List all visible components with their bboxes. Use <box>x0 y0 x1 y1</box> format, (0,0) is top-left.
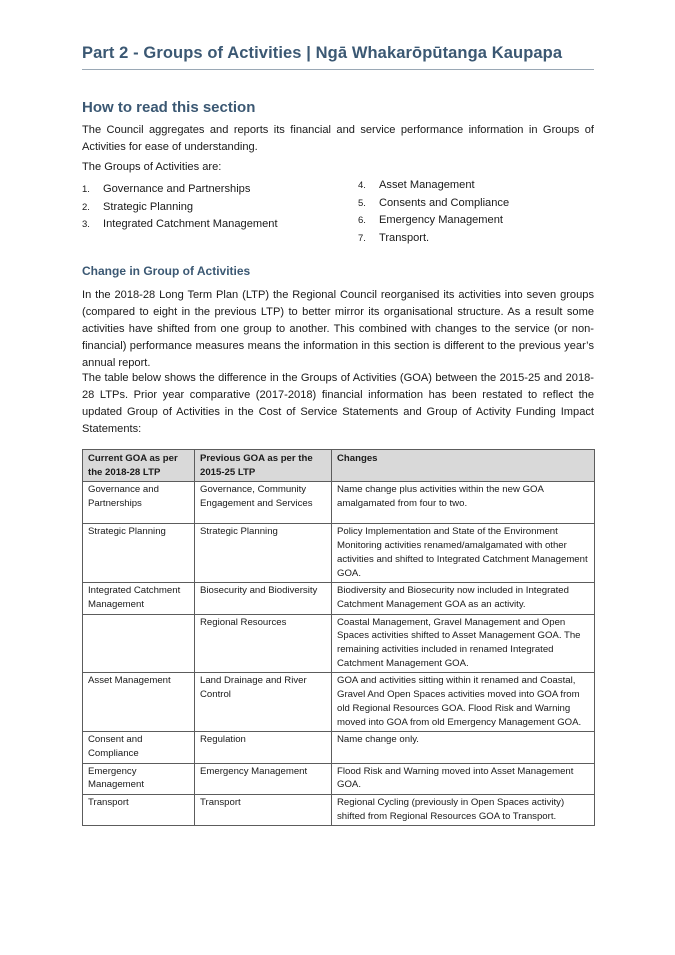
table-cell: Strategic Planning <box>83 524 195 583</box>
table-row <box>83 614 595 673</box>
table-header-row <box>83 450 595 482</box>
table-cell: Transport <box>83 795 195 826</box>
list-item: 3. Integrated Catchment Management <box>82 218 278 231</box>
groups-list-right <box>358 177 509 247</box>
list-item: 6. Emergency Management <box>358 214 503 227</box>
table-cell: Consent and Compliance <box>83 732 195 763</box>
table-cell: Regional Resources <box>195 614 332 673</box>
list-item: 2. Strategic Planning <box>82 200 194 213</box>
table-cell: Emergency Management <box>83 763 195 794</box>
table-cell: Policy Implementation and State of the Environment Monitoring activities renamed/amalgamated with other activities and shifted to Integrated Catchment Management GOA. <box>332 524 595 583</box>
intro-paragraph: The Council aggregates and reports its financial and service performance information in Groups of Activities for ease of understanding. <box>82 124 594 153</box>
goa-comparison-table <box>82 449 595 826</box>
list-item: 4. Asset Management <box>358 179 475 191</box>
table-cell: Coastal Management, Gravel Management and Open Spaces activities shifted to Asset Management GOA. The remaining activities included in renamed Integrated Catchment Management GOA. <box>332 614 595 673</box>
subsection-heading: Change in Group of Activities <box>82 264 251 278</box>
table-cell: Transport <box>195 795 332 826</box>
table-cell: Governance and Partnerships <box>83 482 195 524</box>
table-row <box>83 763 595 794</box>
table-cell: Name change only. <box>332 732 595 763</box>
change-paragraph-2: The table below shows the difference in the Groups of Activities (GOA) between the 2015-25 and 2018-28 LTPs. Prior year comparative (2017-2018) financial information has been restated to reflect the updated Group of Activities in the Cost of Service Statements and Group of Activity Funding Impact Statements: <box>82 372 594 435</box>
table-cell: Name change plus activities within the new GOA amalgamated from four to two. <box>332 482 595 524</box>
table-cell: Regulation <box>195 732 332 763</box>
table-row <box>83 732 595 763</box>
groups-list-left <box>82 181 278 234</box>
section-heading: How to read this section <box>82 99 256 116</box>
table-cell: Integrated Catchment Management <box>83 583 195 614</box>
table-cell: Land Drainage and River Control <box>195 673 332 732</box>
change-paragraph-1: In the 2018-28 Long Term Plan (LTP) the Regional Council reorganised its activities into seven groups (compared to eight in the previous LTP) to better mirror its organisational structure. As a result some activities have shifted from one group to another. This combined with changes to the service (or non-financial) performance measures means the information in this section is different to the previous year’s annual report. <box>82 289 594 369</box>
list-item: 7. Transport. <box>358 231 430 244</box>
title-divider <box>82 69 594 70</box>
table-row <box>83 583 595 614</box>
table-cell: Biosecurity and Biodiversity <box>195 583 332 614</box>
list-item: 5. Consents and Compliance <box>358 196 510 209</box>
table-row <box>83 524 595 583</box>
column-header-previous: Previous GOA as per the 2015-25 LTP <box>195 450 332 482</box>
list-item: 1. Governance and Partnerships <box>82 183 251 195</box>
table-cell: Flood Risk and Warning moved into Asset Management GOA. <box>332 763 595 794</box>
table-row <box>83 482 595 524</box>
column-header-changes: Changes <box>332 450 595 482</box>
table-cell: Governance, Community Engagement and Services <box>195 482 332 524</box>
table-cell: Regional Cycling (previously in Open Spaces activity) shifted from Regional Resources GOA to Transport. <box>332 795 595 826</box>
table-cell: Biodiversity and Biosecurity now included in Integrated Catchment Management GOA as an activity. <box>332 583 595 614</box>
table-cell: GOA and activities sitting within it renamed and Coastal, Gravel And Open Spaces activities moved into GOA from old Regional Resources GOA. Flood Risk and Warning moved into GOA from old Emergency Management GOA. <box>332 673 595 732</box>
table-cell <box>83 614 195 673</box>
table-cell: Asset Management <box>83 673 195 732</box>
table-row <box>83 795 595 826</box>
table-row <box>83 673 595 732</box>
column-header-current: Current GOA as per the 2018-28 LTP <box>83 450 195 482</box>
page-title: Part 2 - Groups of Activities | Ngā Whakarōpūtanga Kaupapa <box>82 44 563 62</box>
table-cell: Strategic Planning <box>195 524 332 583</box>
list-intro: The Groups of Activities are: <box>82 161 222 173</box>
table-cell: Emergency Management <box>195 763 332 794</box>
